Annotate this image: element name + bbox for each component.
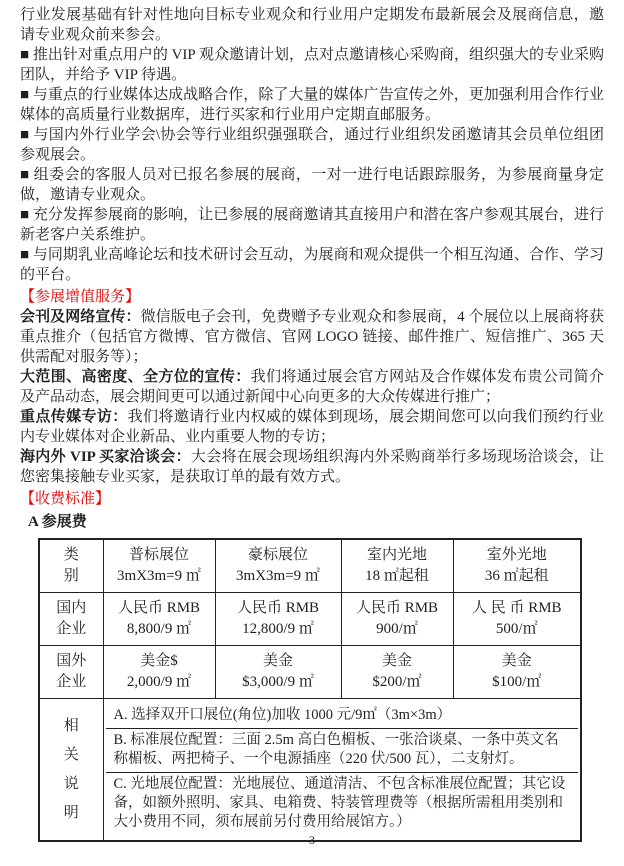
bullet-paragraph: ■ 组委会的客服人员对已报名参展的展商，一对一进行电话跟踪服务，为参展商量身定做，邀请专业观众。 (20, 167, 604, 203)
bullet-paragraph: ■ 与国内外行业学会\协会等行业组织强强联合，通过行业组织发函邀请其会员单位组团参观展会。 (20, 127, 604, 163)
value-service-item (20, 447, 604, 487)
notes-label-cell (39, 699, 103, 842)
fee-table-header-cell: 豪标展位 3mX3m=9 ㎡ (215, 539, 341, 593)
fee-cell: 美金 $200/㎡ (341, 646, 453, 699)
bullet-paragraph: ■ 与重点的行业媒体达成战略合作，除了大量的媒体广告宣传之外，更加强利用合作行业媒体的高质量行业数据库，进行买家和行业用户定期直邮服务。 (20, 87, 604, 123)
note-item-c: C. 光地展位配置：光地展位、通道清洁、不包含标准展位配置；其它设备，如额外照明、家具、电箱费、特装管理费等（根据所需租用类别和大小费用不同，须布展前另付费用给展馆方。） (113, 776, 566, 830)
bullet-paragraph: ■ 充分发挥参展商的影响，让已参展的展商邀请其直接用户和潜在客户参观其展台，进行新老客户关系维护。 (20, 207, 604, 243)
section-heading-value-services: 【参展增值服务】 (20, 289, 141, 305)
fee-cell: 美金 $100/㎡ (453, 646, 581, 699)
fee-table-header-cell: 室内光地 18 ㎡起租 (341, 539, 453, 593)
fee-cell: 人民币 RMB 8,800/9 ㎡ (103, 593, 215, 646)
row-label-cell: 国内 企业 (39, 593, 103, 646)
value-service-item (20, 367, 604, 407)
fee-cell: 人民币 RMB 900/㎡ (341, 593, 453, 646)
page-number: 3 (309, 833, 315, 847)
fee-table-row-domestic (39, 593, 581, 646)
fees-subheading: A 参展费 (28, 514, 87, 530)
fee-table-row-foreign (39, 646, 581, 699)
bullet-paragraph: ■ 推出针对重点用户的 VIP 观众邀请计划，点对点邀请核心采购商，组织强大的专业采购团队，并给予 VIP 待遇。 (20, 47, 604, 83)
section-heading-fees: 【收费标准】 (20, 491, 111, 507)
fee-table (38, 538, 582, 842)
value-service-item (20, 407, 604, 447)
item-text: 我们将通过展会官方网站及合作媒体发布贵公司简介及产品动态，展会期间更可以通过新闻中心向更多的大众传媒进行推广； (20, 369, 604, 405)
notes-label: 相关说明 (63, 717, 79, 821)
row-label-cell: 国外 企业 (39, 646, 103, 699)
fee-table-header-row (39, 539, 581, 593)
fee-table-header-cell: 室外光地 36 ㎡起租 (453, 539, 581, 593)
item-label: 会刊及网络宣传： (20, 309, 141, 325)
fee-cell: 人 民 币 RMB 500/㎡ (453, 593, 581, 646)
fee-table-header-cell: 类 别 (39, 539, 103, 593)
fee-cell: 人民币 RMB 12,800/9 ㎡ (215, 593, 341, 646)
item-label: 重点传媒专访： (20, 409, 128, 425)
bullet-paragraph: ■ 与同期乳业高峰论坛和技术研讨会互动，为展商和观众提供一个相互沟通、合作、学习的平台。 (20, 247, 604, 283)
item-label: 海内外 VIP 买家洽谈会： (20, 449, 191, 465)
item-text: 微信版电子会刊，免费赠予专业观众和参展商，4 个展位以上展商将获重点推介（包括官方微博、官方微信、官网 LOGO 链接、邮件推广、短信推广、365 天供需配对服务等）； (20, 309, 604, 365)
value-service-item (20, 307, 604, 367)
fee-cell: 美金 $3,000/9 ㎡ (215, 646, 341, 699)
fee-table-row-notes (39, 699, 581, 842)
intro-paragraph: 行业发展基础有针对性地向目标专业观众和行业用户定期发布最新展会及展商信息，邀请专业观众前来参会。 (20, 7, 604, 43)
note-item-a: A. 选择双开口展位(角位)加收 1000 元/9㎡（3m×3m） (106, 704, 579, 729)
notes-cell (103, 699, 581, 842)
note-item-b: B. 标准展位配置：三面 2.5m 高白色楣板、一张洽谈桌、一条中英文名称楣板、两把椅子、一个电源插座（220 伏/500 瓦），二支射灯。 (106, 729, 579, 773)
fee-cell: 美金$ 2,000/9 ㎡ (103, 646, 215, 699)
item-text: 大会将在展会现场组织海内外采购商举行多场现场洽谈会，让您密集接触专业买家，是获取订单的最有效方式。 (20, 449, 604, 485)
item-label: 大范围、高密度、全方位的宣传： (20, 369, 251, 385)
fee-table-header-cell: 普标展位 3mX3m=9 ㎡ (103, 539, 215, 593)
item-text: 我们将邀请行业内权威的媒体到现场，展会期间您可以向我们预约行业内专业媒体对企业新品、业内重要人物的专访； (20, 409, 604, 445)
